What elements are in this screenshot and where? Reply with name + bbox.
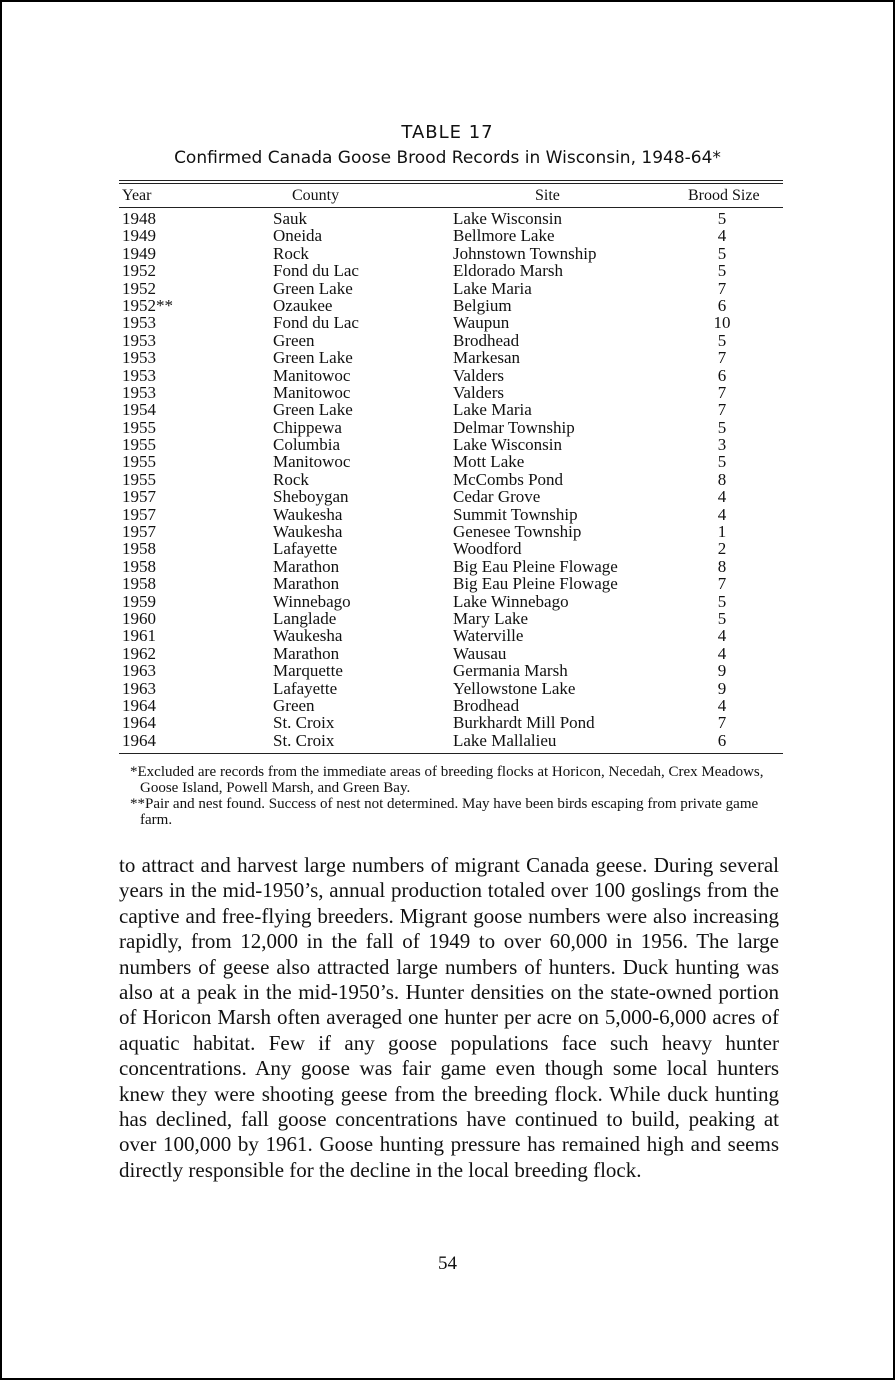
table-row [0,401,895,418]
cell-brood-size: 6 [717,730,727,750]
table-row [0,488,895,505]
table-row [0,540,895,557]
cell-year: 1955 [122,417,156,437]
cell-brood-size: 4 [717,695,727,715]
cell-site: Cedar Grove [453,487,541,507]
cell-site: Markesan [453,348,521,368]
cell-brood-size: 8 [717,469,727,489]
cell-brood-size: 4 [717,504,727,524]
table-row [0,645,895,662]
table-row [0,332,895,349]
cell-year: 1963 [122,678,156,698]
cell-year: 1957 [122,522,156,542]
cell-year: 1948 [122,209,156,228]
cell-brood-size: 7 [717,574,727,594]
table-row [0,732,895,749]
cell-county: Manitowoc [273,452,351,472]
cell-year: 1955 [122,452,156,472]
footnote-1: *Excluded are records from the immediate areas of breeding flocks at Horicon, Necedah, Crex Meadows, Goose Island, Powell Marsh, and Green Bay. [130,764,764,796]
cell-site: Genesee Township [453,522,582,542]
table-row [0,349,895,366]
footnote-2: **Pair and nest found. Success of nest not determined. May have been birds escaping from private game farm. [130,796,759,828]
cell-brood-size: 9 [717,661,727,681]
cell-county: Sauk [273,209,307,228]
cell-brood-size: 7 [717,713,727,733]
cell-county: Marquette [273,661,343,681]
cell-brood-size: 5 [717,209,727,228]
cell-brood-size: 6 [717,295,727,315]
cell-year: 1953 [122,313,156,333]
table-row [0,384,895,401]
cell-county: Rock [273,469,309,489]
cell-site: Brodhead [453,330,520,350]
cell-county: Lafayette [273,678,338,698]
table-row [0,314,895,331]
cell-county: Sheboygan [273,487,349,507]
cell-county: Oneida [273,226,323,246]
cell-year: 1964 [122,713,156,733]
table-row [0,210,895,227]
cell-site: Waupun [453,313,510,333]
cell-year: 1952** [122,295,173,315]
cell-brood-size: 4 [717,487,727,507]
cell-year: 1949 [122,226,156,246]
table-row [0,697,895,714]
cell-site: Brodhead [453,695,520,715]
cell-county: Green [273,695,315,715]
table-row [0,297,895,314]
table-row [0,610,895,627]
table-row [0,280,895,297]
cell-year: 1958 [122,539,156,559]
cell-brood-size: 10 [713,313,731,333]
cell-site: Waterville [453,626,524,646]
table-row [0,558,895,575]
cell-year: 1954 [122,400,156,420]
table-row [0,453,895,470]
table-row [0,227,895,244]
cell-year: 1953 [122,348,156,368]
header-site: Site [535,187,560,204]
body-paragraph: to attract and harvest large numbers of migrant Canada geese. During several years in the mid-1950’s, annual production totaled over 100 goslings from the captive and free-flying breeders. Migrant goose numbers were also increasing rapidly, from 12,000 in the fall of 1949 to over 60,000 in 1956. The large numbers of geese also attracted large numbers of hunters. Duck hunting was also at a peak in the mid-1950’s. Hunter densities on the state-owned portion of Horicon Marsh often averaged one hunter per acre on 5,000-6,000 acres of aquatic habitat. Few if any goose populations face such heavy hunter concentrations. Any goose was fair game even though some local hunters knew they were shooting geese from the breeding flock. While duck hunting has declined, fall goose concentrations have continued to build, peaking at over 100,000 by 1961. Goose hunting pressure has remained high and seems directly responsible for the decline in the local breeding flock. [119,853,779,1182]
table-row [0,714,895,731]
table-row [0,523,895,540]
table-title: TABLE 17 [401,122,494,143]
table-row [0,575,895,592]
cell-year: 1949 [122,243,156,263]
cell-site: Burkhardt Mill Pond [453,713,595,733]
cell-year: 1957 [122,504,156,524]
header-county: County [292,187,340,204]
cell-county: St. Croix [273,730,335,750]
cell-site: Summit Township [453,504,578,524]
cell-county: Green [273,330,315,350]
table-row [0,662,895,679]
cell-year: 1962 [122,643,156,663]
cell-site: Delmar Township [453,417,575,437]
cell-site: Lake Maria [453,278,532,298]
table-row [0,506,895,523]
footnotes [130,764,780,828]
cell-county: Marathon [273,643,340,663]
cell-county: Green Lake [273,278,353,298]
cell-site: Lake Winnebago [453,591,569,611]
cell-site: McCombs Pond [453,469,564,489]
cell-county: Fond du Lac [273,261,359,281]
cell-site: Yellowstone Lake [453,678,576,698]
cell-year: 1955 [122,469,156,489]
table-row [0,245,895,262]
cell-county: Manitowoc [273,365,351,385]
header-rule-bottom [119,207,783,208]
cell-brood-size: 4 [717,226,727,246]
cell-year: 1961 [122,626,156,646]
table-body [0,210,895,749]
cell-county: Rock [273,243,309,263]
table-row [0,436,895,453]
cell-county: Lafayette [273,539,338,559]
cell-county: Manitowoc [273,382,351,402]
page-number: 54 [438,1253,457,1274]
cell-county: St. Croix [273,713,335,733]
cell-site: Belgium [453,295,512,315]
cell-year: 1964 [122,695,156,715]
header-rule-top [119,180,783,181]
cell-brood-size: 9 [717,678,727,698]
cell-county: Green Lake [273,348,353,368]
cell-brood-size: 7 [717,278,727,298]
header-year: Year [122,187,152,204]
cell-year: 1957 [122,487,156,507]
cell-county: Waukesha [273,504,343,524]
cell-brood-size: 5 [717,330,727,350]
table-rule-bottom [119,753,783,754]
table-row [0,262,895,279]
cell-brood-size: 2 [717,539,727,559]
cell-site: Woodford [453,539,522,559]
cell-site: Mott Lake [453,452,525,472]
cell-site: Bellmore Lake [453,226,555,246]
table-row [0,627,895,644]
table-row [0,419,895,436]
cell-county: Fond du Lac [273,313,359,333]
table-row [0,367,895,384]
table-row [0,471,895,488]
cell-site: Eldorado Marsh [453,261,564,281]
cell-site: Big Eau Pleine Flowage [453,574,618,594]
cell-county: Winnebago [273,591,351,611]
cell-year: 1958 [122,574,156,594]
cell-county: Chippewa [273,417,342,437]
header-brood-size: Brood Size [688,187,760,204]
table-row [0,680,895,697]
cell-site: Mary Lake [453,608,529,628]
cell-county: Columbia [273,435,341,455]
cell-brood-size: 7 [717,400,727,420]
cell-year: 1959 [122,591,156,611]
cell-site: Lake Wisconsin [453,435,563,455]
cell-site: Lake Wisconsin [453,209,563,228]
cell-site: Johnstown Township [453,243,597,263]
cell-year: 1952 [122,278,156,298]
cell-site: Lake Mallalieu [453,730,557,750]
cell-brood-size: 5 [717,591,727,611]
cell-brood-size: 6 [717,365,727,385]
cell-brood-size: 5 [717,452,727,472]
cell-year: 1955 [122,435,156,455]
cell-brood-size: 4 [717,626,727,646]
cell-site: Valders [453,382,504,402]
cell-county: Waukesha [273,522,343,542]
cell-brood-size: 5 [717,261,727,281]
cell-year: 1960 [122,608,156,628]
cell-year: 1958 [122,556,156,576]
cell-year: 1953 [122,365,156,385]
cell-year: 1953 [122,330,156,350]
cell-county: Marathon [273,574,340,594]
cell-site: Valders [453,365,504,385]
cell-brood-size: 1 [717,522,727,542]
cell-site: Big Eau Pleine Flowage [453,556,618,576]
cell-site: Wausau [453,643,507,663]
cell-site: Germania Marsh [453,661,568,681]
cell-brood-size: 5 [717,608,727,628]
cell-county: Waukesha [273,626,343,646]
cell-county: Marathon [273,556,340,576]
cell-year: 1952 [122,261,156,281]
cell-year: 1964 [122,730,156,750]
cell-year: 1953 [122,382,156,402]
header-rule-top-2 [119,183,783,184]
cell-site: Lake Maria [453,400,532,420]
cell-county: Ozaukee [273,295,333,315]
table-row [0,593,895,610]
cell-brood-size: 8 [717,556,727,576]
cell-brood-size: 5 [717,417,727,437]
cell-county: Green Lake [273,400,353,420]
cell-county: Langlade [273,608,337,628]
cell-brood-size: 7 [717,348,727,368]
table-subtitle: Confirmed Canada Goose Brood Records in Wisconsin, 1948-64* [174,148,721,168]
cell-brood-size: 7 [717,382,727,402]
cell-brood-size: 5 [717,243,727,263]
cell-brood-size: 4 [717,643,727,663]
cell-year: 1963 [122,661,156,681]
cell-brood-size: 3 [717,435,727,455]
